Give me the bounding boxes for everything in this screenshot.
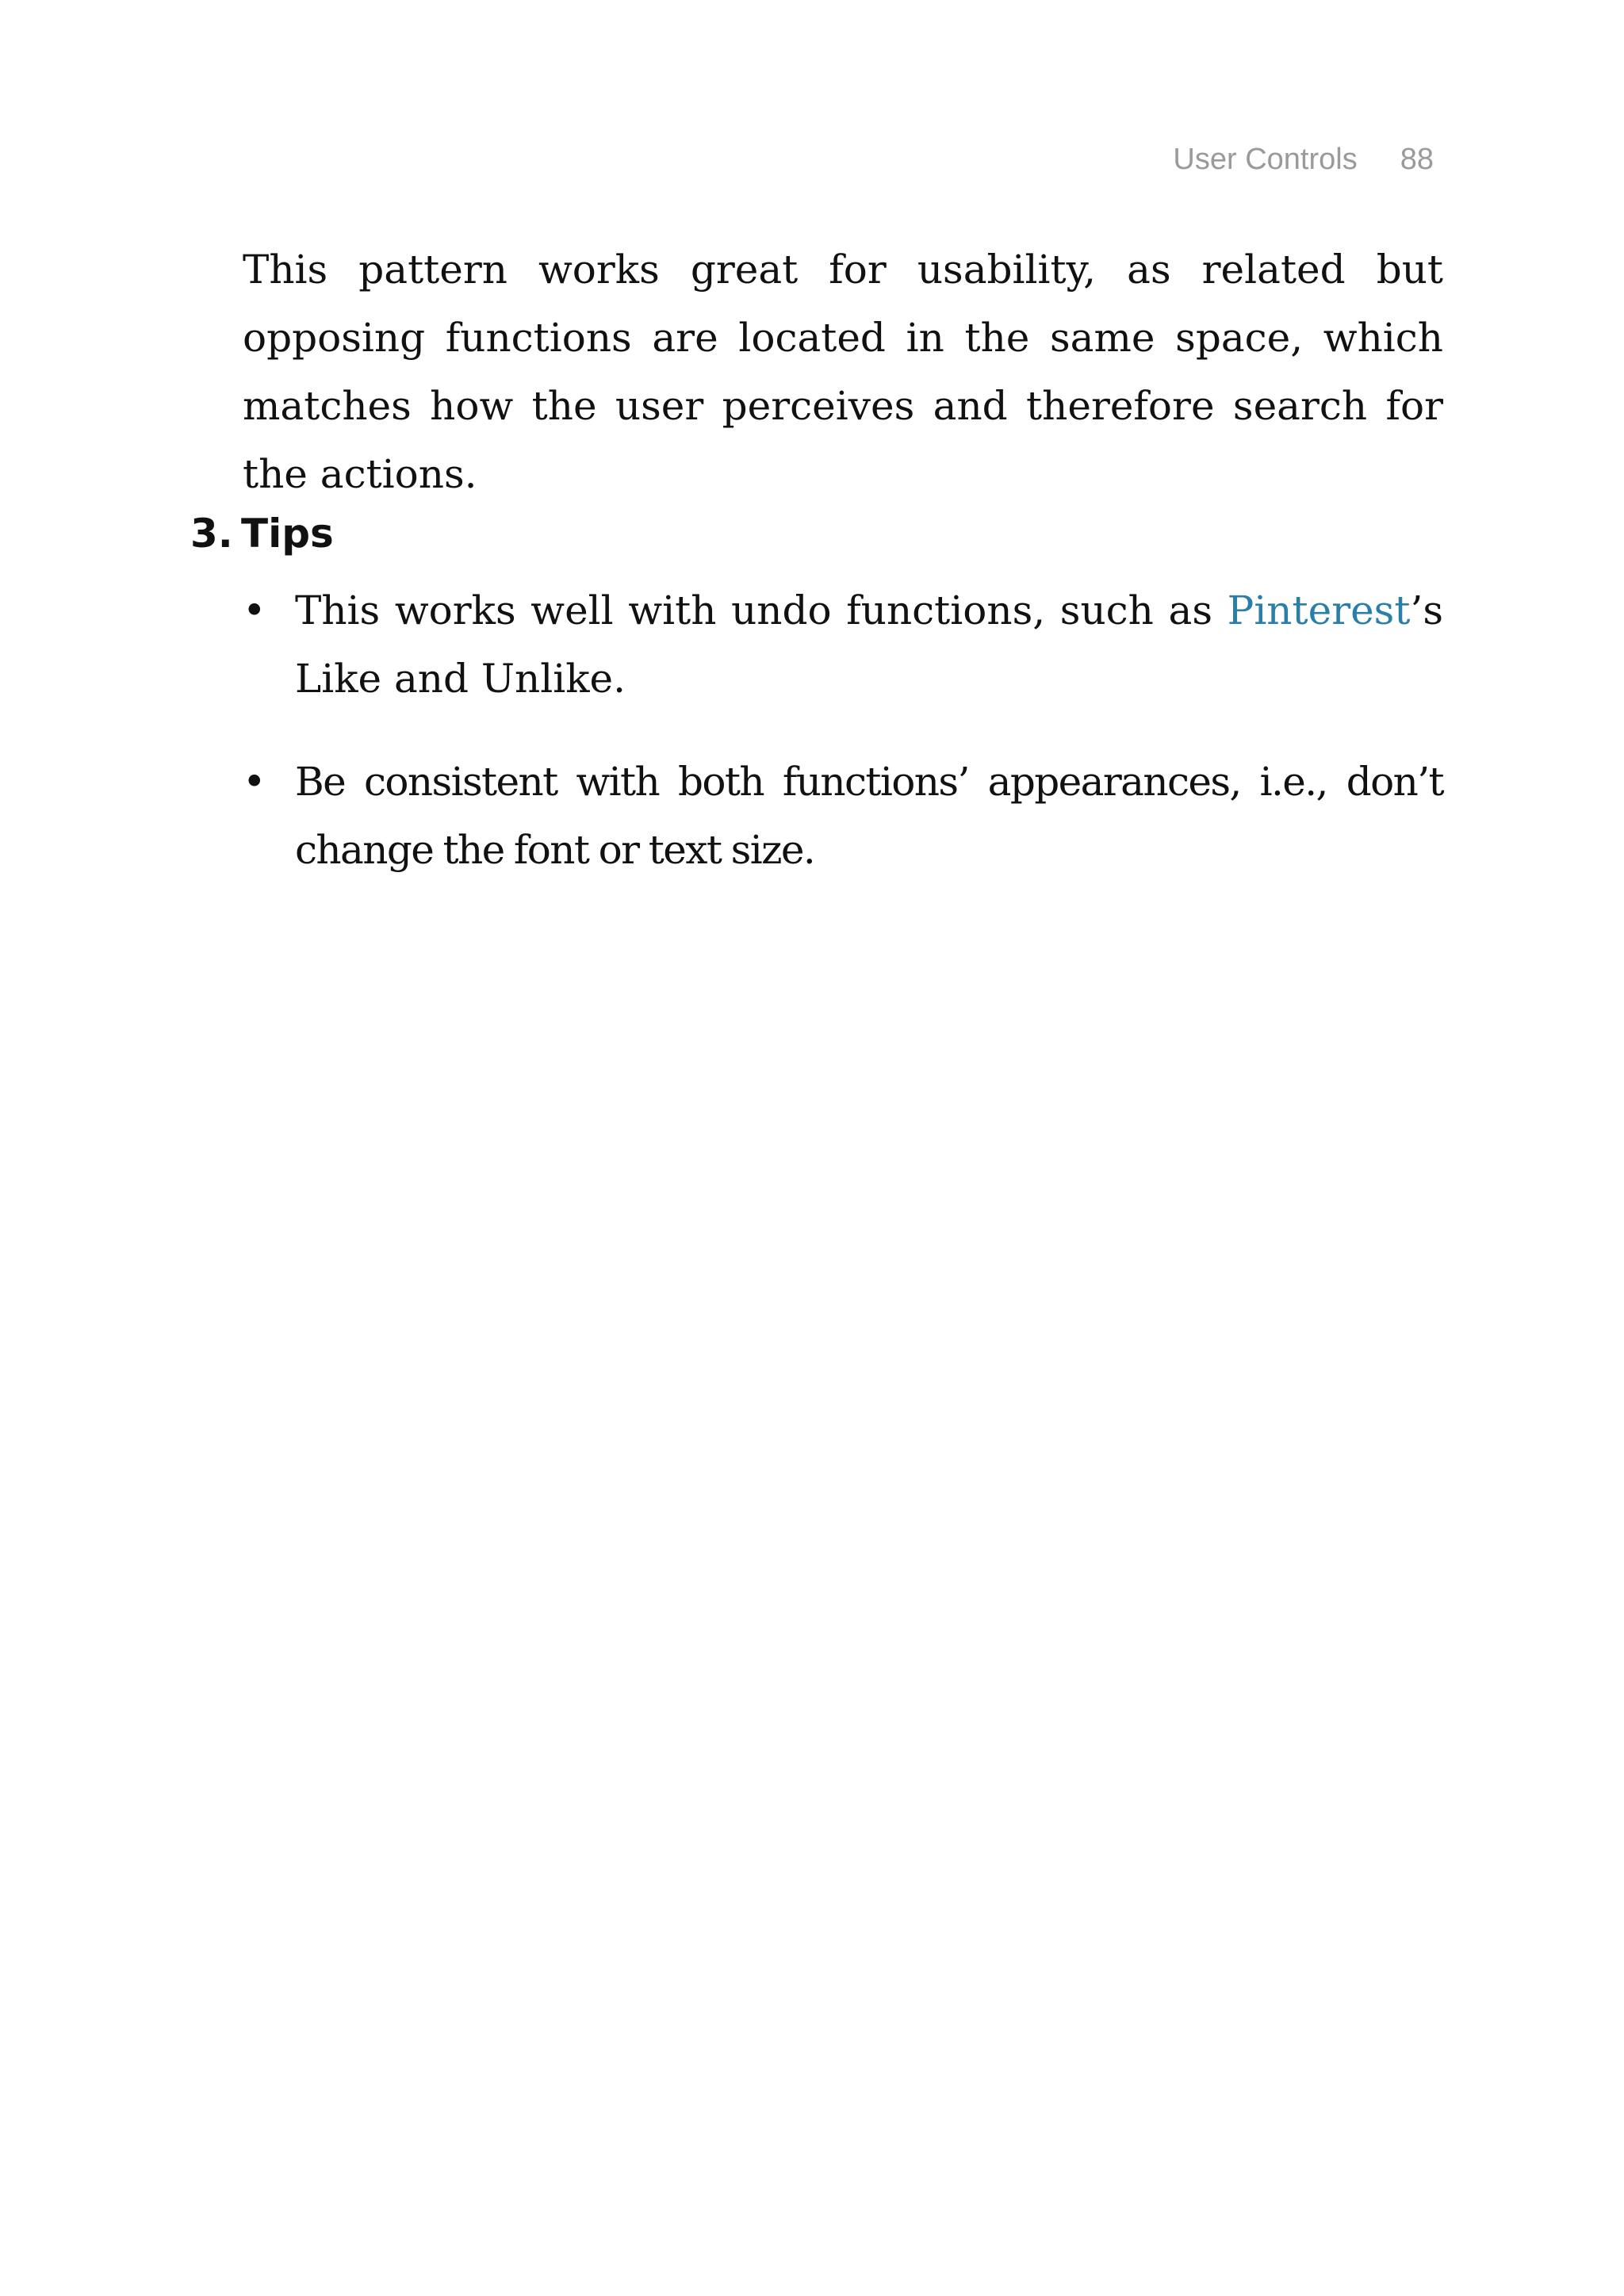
- page-number: 88: [1400, 143, 1434, 176]
- pinterest-link[interactable]: Pinterest: [1227, 587, 1411, 633]
- tip-item: [243, 576, 1443, 713]
- tip-text-after: ’s Like and Unlike.: [295, 587, 1443, 702]
- bullet-icon: •: [243, 587, 266, 633]
- tips-list: [243, 576, 1443, 919]
- tip-item: [243, 748, 1443, 884]
- chapter-title: User Controls: [1173, 143, 1358, 176]
- section-heading: [190, 511, 334, 557]
- intro-paragraph: This pattern works great for usability, as related but opposing functions are located in the same space, which matches how the user perceives and therefore search for the actions.: [243, 247, 1443, 497]
- section-number: 3.: [190, 511, 233, 557]
- section-title: Tips: [241, 511, 334, 557]
- tip-text-before: This works well with undo functions, such as: [295, 587, 1228, 633]
- tip-text: Be consistent with both functions’ appearances, i.e., don’t change the font or text size.: [295, 759, 1443, 873]
- running-header: [1173, 143, 1434, 177]
- bullet-icon: •: [243, 759, 265, 805]
